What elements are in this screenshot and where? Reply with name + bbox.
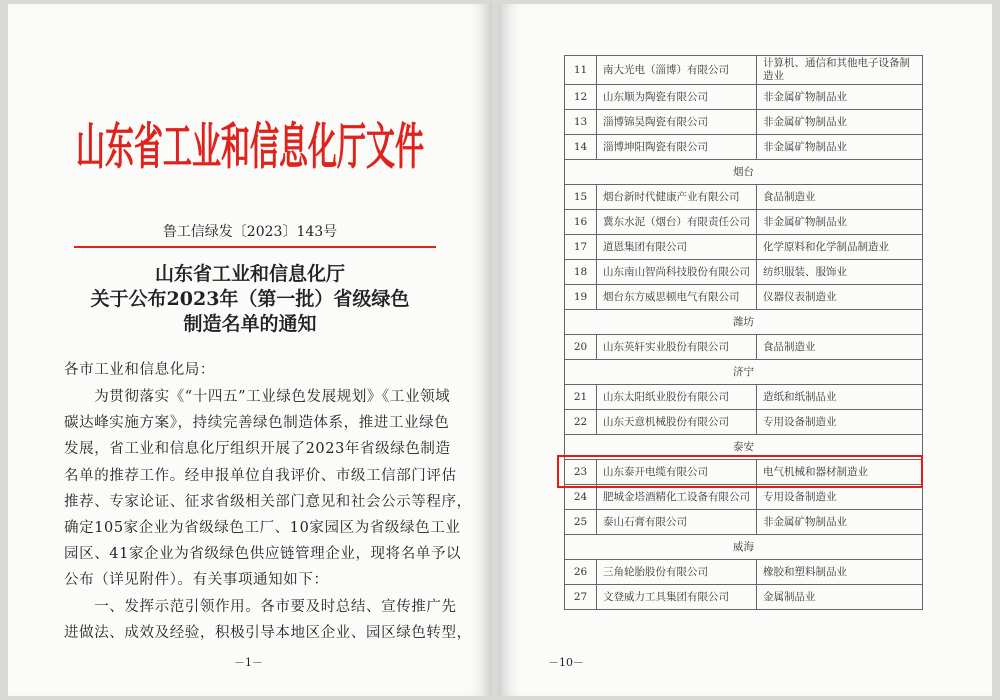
body-line: 为贯彻落实《“十四五”工业绿色发展规划》《工业领域: [64, 389, 451, 405]
industry: 电气机械和器材制造业: [757, 460, 923, 485]
table-row: [565, 410, 923, 435]
body-line: 名单的推荐工作。经申报单位自我评价、市级工信部门评估: [64, 467, 457, 484]
industry: 造纸和纸制品业: [757, 385, 923, 410]
table-row: [565, 56, 923, 85]
row-number: 15: [565, 185, 597, 210]
industry: 非金属矿物制品业: [757, 85, 923, 110]
body-line: 确定105家企业为省级绿色工厂、10家园区为省级绿色工业: [64, 520, 461, 536]
table-row: [565, 385, 923, 410]
industry: 金属制品业: [757, 585, 923, 610]
row-number: 16: [565, 210, 597, 235]
row-number: 11: [565, 56, 597, 85]
table-row: [565, 485, 923, 510]
region-name: 济宁: [565, 360, 923, 385]
table-row: [565, 560, 923, 585]
right-page: [498, 4, 992, 696]
company-name: 道恩集团有限公司: [597, 235, 757, 260]
table-row: [565, 210, 923, 235]
page-number: －1－: [234, 656, 263, 669]
industry: 非金属矿物制品业: [757, 135, 923, 160]
row-number: 21: [565, 385, 597, 410]
body-line: 一、发挥示范引领作用。各市要及时总结、宣传推广先: [64, 598, 457, 615]
row-number: 19: [565, 285, 597, 310]
highlight-box: [557, 455, 923, 488]
table-row: [565, 260, 923, 285]
company-name: 山东泰开电缆有限公司: [597, 460, 757, 485]
row-number: 18: [565, 260, 597, 285]
row-number: 26: [565, 560, 597, 585]
region-name: 潍坊: [565, 310, 923, 335]
body-line: 进做法、成效及经验，积极引导本地区企业、园区绿色转型，: [64, 624, 472, 641]
industry: 专用设备制造业: [757, 410, 923, 435]
company-name: 山东南山智尚科技股份有限公司: [597, 260, 757, 285]
table-row: [565, 285, 923, 310]
industry: 计算机、通信和其他电子设备制造业: [757, 56, 923, 85]
row-number: 23: [565, 460, 597, 485]
row-number: 12: [565, 85, 597, 110]
doc-number: 鲁工信绿发〔2023〕143号: [162, 224, 338, 240]
body-line: 推荐、专家论证、征求省级相关部门意见和社会公示等程序，: [64, 493, 472, 510]
title-line-3: 制造名单的通知: [183, 313, 317, 335]
company-name: 冀东水泥（烟台）有限责任公司: [597, 210, 757, 235]
region-row: [565, 310, 923, 335]
row-number: 13: [565, 110, 597, 135]
row-number: 17: [565, 235, 597, 260]
company-name: 肥城金塔酒精化工设备有限公司: [597, 485, 757, 510]
industry: 食品制造业: [757, 335, 923, 360]
body-line: 发展，省工业和信息化厅组织开展了2023年省级绿色制造: [64, 441, 451, 458]
body-line: 园区、41家企业为省级绿色供应链管理企业，现将名单予以: [64, 546, 462, 563]
left-page: [8, 4, 492, 696]
body-line: 公布（详见附件）。有关事项通知如下：: [64, 572, 329, 589]
company-name: 山东英轩实业股份有限公司: [597, 335, 757, 360]
company-name: 山东天意机械股份有限公司: [597, 410, 757, 435]
industry: 专用设备制造业: [757, 485, 923, 510]
industry: 仪器仪表制造业: [757, 285, 923, 310]
region-name: 泰安: [565, 435, 923, 460]
table-row: [565, 85, 923, 110]
company-name: 南大光电（淄博）有限公司: [597, 56, 757, 85]
title-line-1: 山东省工业和信息化厅: [154, 263, 345, 285]
industry: 化学原料和化学制品制造业: [757, 235, 923, 260]
table-row: [565, 110, 923, 135]
salutation: 各市工业和信息化局：: [64, 362, 215, 378]
region-row: [565, 360, 923, 385]
green-factory-table: [564, 55, 923, 610]
table-row: [565, 585, 923, 610]
company-name: 文登威力工具集团有限公司: [597, 585, 757, 610]
industry: 橡胶和塑料制品业: [757, 560, 923, 585]
page-number: －10－: [548, 656, 584, 669]
company-name: 烟台新时代健康产业有限公司: [597, 185, 757, 210]
table-row: [565, 510, 923, 535]
company-name: 淄博坤阳陶瓷有限公司: [597, 135, 757, 160]
row-number: 20: [565, 335, 597, 360]
row-number: 27: [565, 585, 597, 610]
row-number: 24: [565, 485, 597, 510]
region-row: [565, 160, 923, 185]
table-row: [565, 185, 923, 210]
row-number: 14: [565, 135, 597, 160]
company-name: 泰山石膏有限公司: [597, 510, 757, 535]
region-name: 烟台: [565, 160, 923, 185]
company-name: 山东顺为陶瓷有限公司: [597, 85, 757, 110]
table-row: [565, 235, 923, 260]
table-row: [565, 135, 923, 160]
region-name: 威海: [565, 535, 923, 560]
row-number: 25: [565, 510, 597, 535]
company-name: 淄博锦昊陶瓷有限公司: [597, 110, 757, 135]
table-row: [565, 335, 923, 360]
industry: 非金属矿物制品业: [757, 110, 923, 135]
industry: 食品制造业: [757, 185, 923, 210]
company-name: 三角轮胎股份有限公司: [597, 560, 757, 585]
region-row: [565, 535, 923, 560]
industry: 非金属矿物制品业: [757, 510, 923, 535]
title-line-2: 关于公布2023年（第一批）省级绿色: [90, 288, 410, 310]
company-name: 山东太阳纸业股份有限公司: [597, 385, 757, 410]
company-name: 烟台东方威思顿电气有限公司: [597, 285, 757, 310]
body-line: 碳达峰实施方案》，持续完善绿色制造体系，推进工业绿色: [64, 415, 450, 432]
industry: 纺织服装、服饰业: [757, 260, 923, 285]
masthead: 山东省工业和信息化厅文件: [75, 117, 424, 176]
industry: 非金属矿物制品业: [757, 210, 923, 235]
red-divider: [74, 246, 436, 248]
row-number: 22: [565, 410, 597, 435]
